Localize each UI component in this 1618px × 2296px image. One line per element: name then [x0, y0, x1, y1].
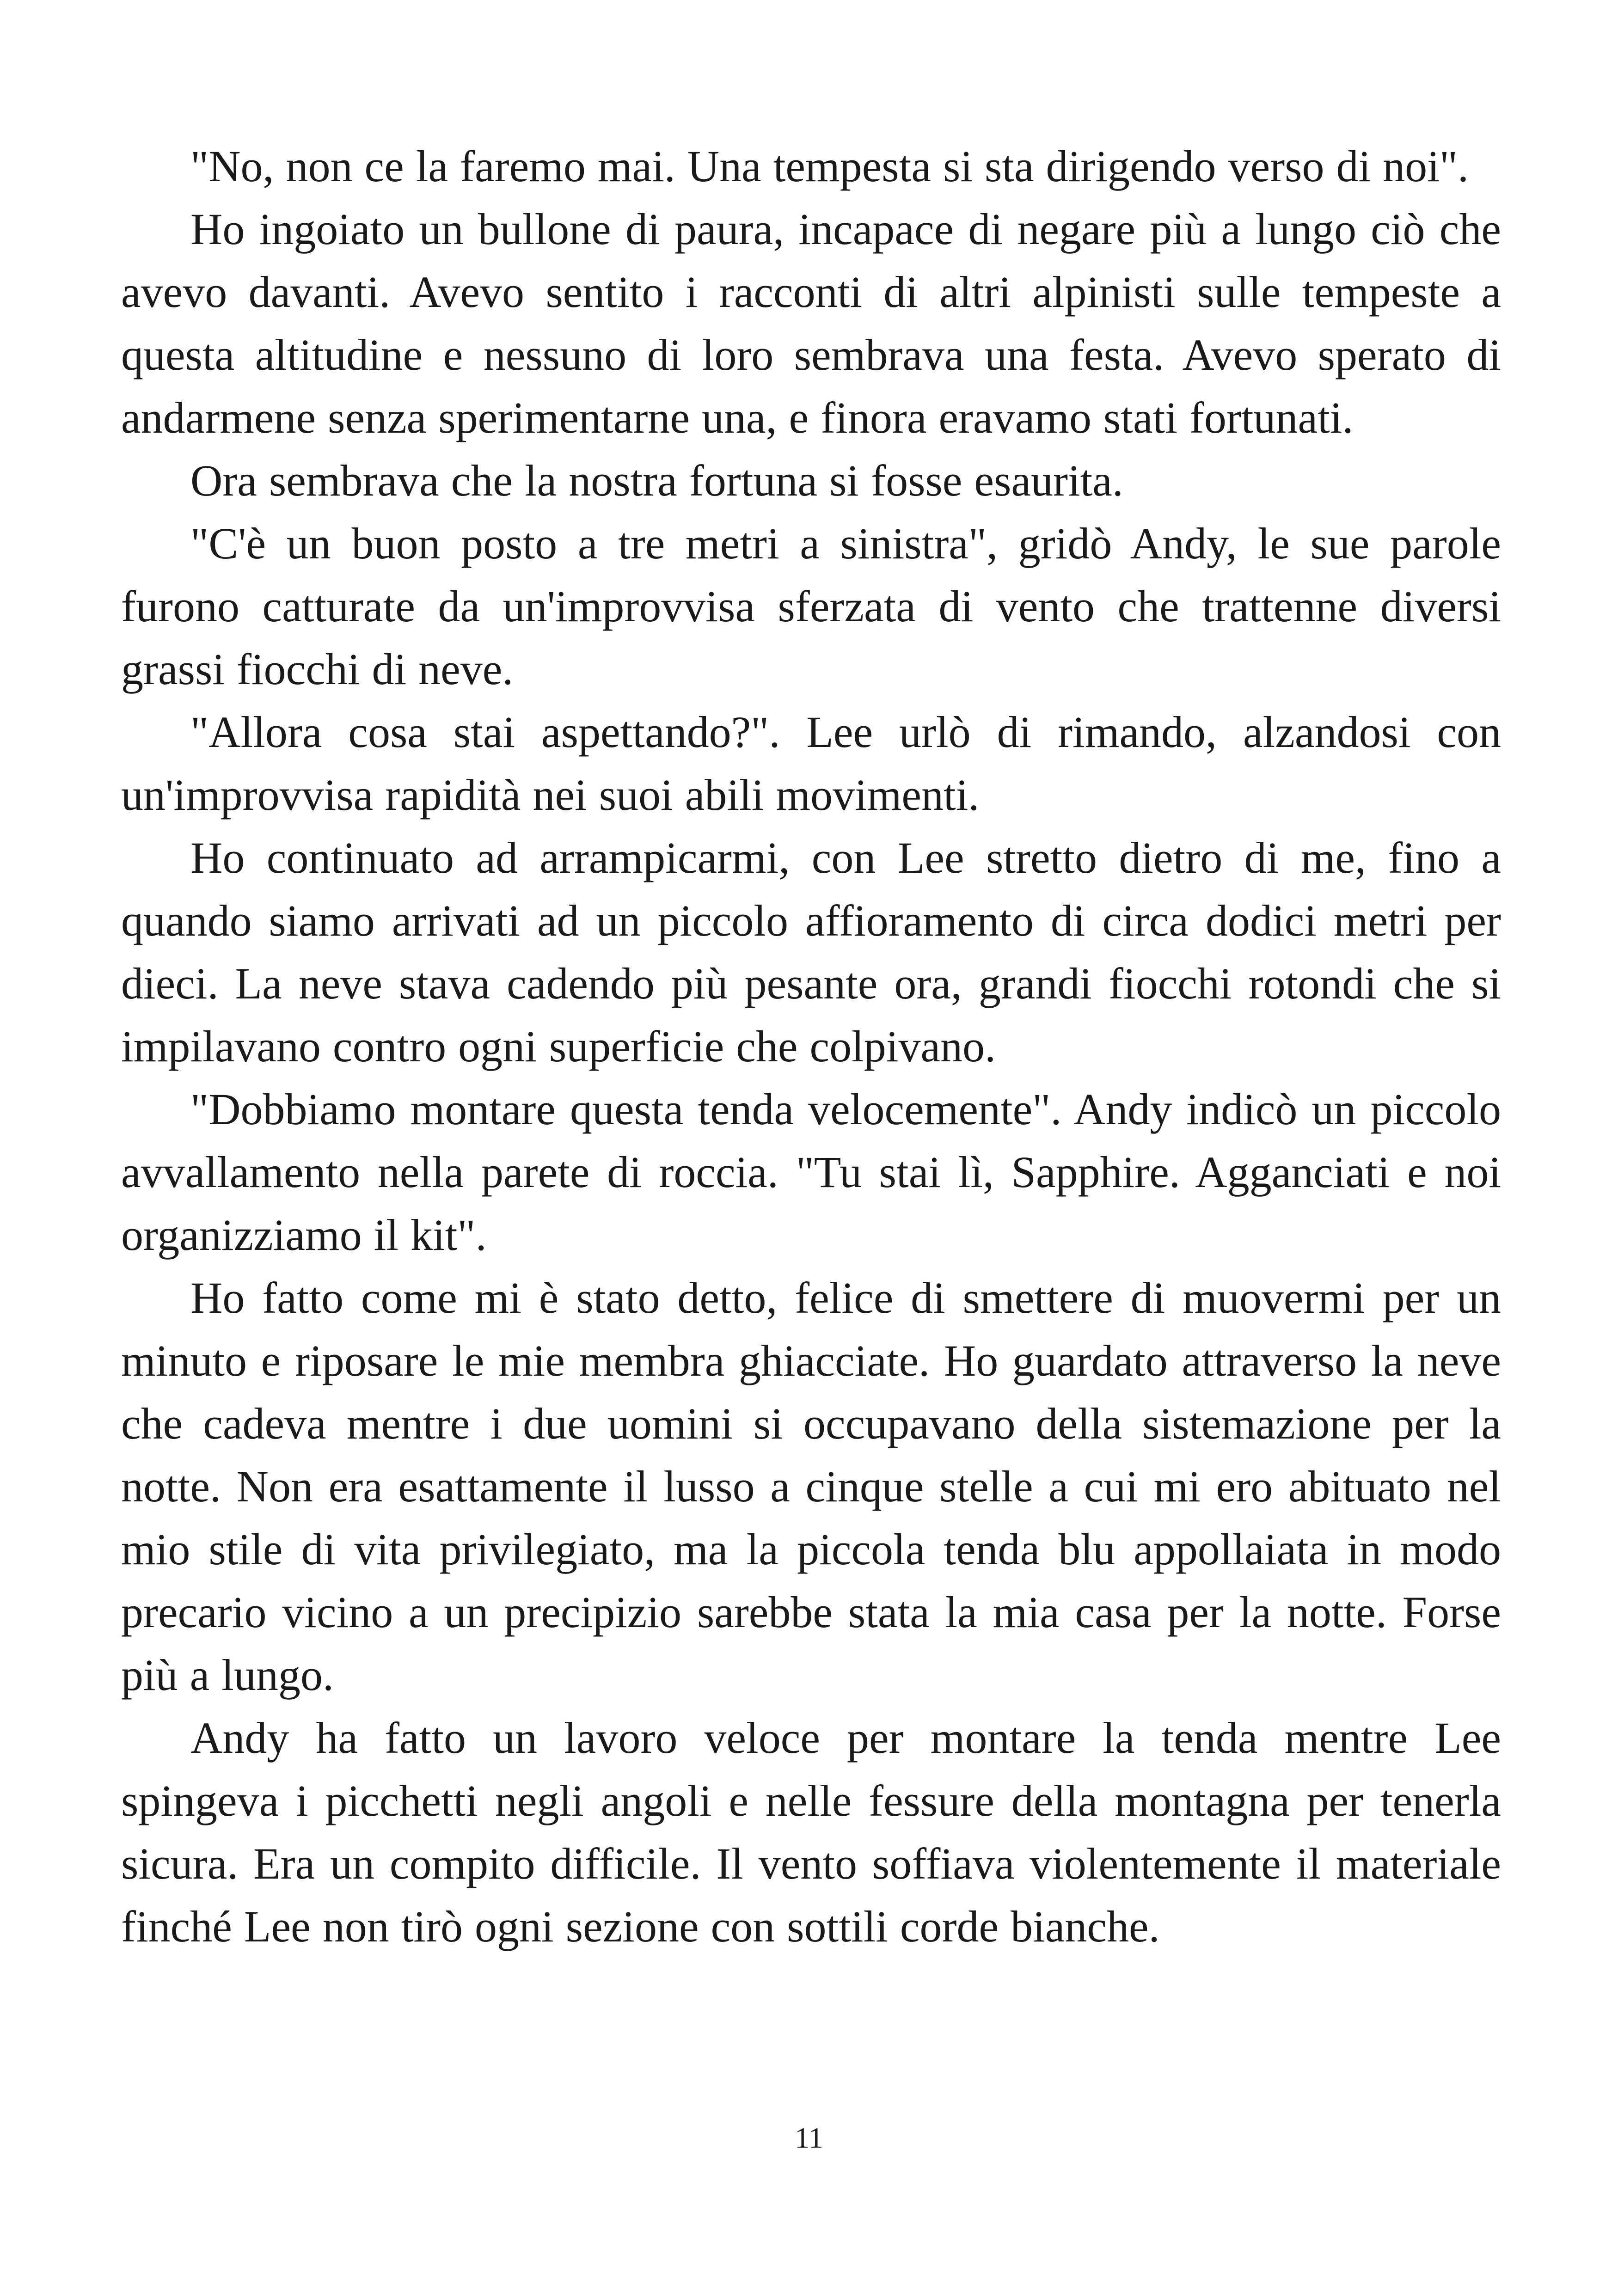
paragraph: "No, non ce la faremo mai. Una tempesta si sta dirigendo verso di noi". [190, 141, 1469, 191]
page-number: 11 [795, 2121, 823, 2154]
paragraph: Ho ingoiato un bullone di paura, incapace di negare più a lungo ciò che avevo davanti. Avevo sentito i racconti di altri alpinisti sulle tempeste a questa altitudine e nessuno di loro sembrava una festa. Avevo sperato di andarmene senza sperimentarne una, e finora eravamo stati fortunati. [121, 204, 1501, 442]
paragraph: "Allora cosa stai aspettando?". Lee urlò di rimando, alzandosi con un'improvvisa rapidità nei suoi abili movimenti. [121, 707, 1501, 820]
paragraph: Ora sembrava che la nostra fortuna si fosse esaurita. [190, 456, 1123, 505]
paragraph: Andy ha fatto un lavoro veloce per montare la tenda mentre Lee spingeva i picchetti negli angoli e nelle fessure della montagna per tenerla sicura. Era un compito difficile. Il vento soffiava violentemente il materiale finché Lee non tirò ogni sezione con sottili corde bianche. [121, 1713, 1501, 1951]
paragraph: Ho fatto come mi è stato detto, felice di smettere di muovermi per un minuto e riposare le mie membra ghiacciate. Ho guardato attraverso la neve che cadeva mentre i due uomini si occupavano della sistemazione per la notte. Non era esattamente il lusso a cinque stelle a cui mi ero abituato nel mio stile di vita privilegiato, ma la piccola tenda blu appollaiata in modo precario vicino a un precipizio sarebbe stata la mia casa per la notte. Forse più a lungo. [121, 1273, 1501, 1700]
paragraph: "C'è un buon posto a tre metri a sinistra", gridò Andy, le sue parole furono catturate da un'improvvisa sferzata di vento che trattenne diversi grassi fiocchi di neve. [121, 519, 1501, 694]
page-body [121, 135, 1501, 1958]
paragraph: Ho continuato ad arrampicarmi, con Lee stretto dietro di me, fino a quando siamo arrivati ad un piccolo affioramento di circa dodici metri per dieci. La neve stava cadendo più pesante ora, grandi fiocchi rotondi che si impilavano contro ogni superficie che colpivano. [121, 833, 1501, 1071]
paragraph: "Dobbiamo montare questa tenda velocemente". Andy indicò un piccolo avvallamento nella parete di roccia. "Tu stai lì, Sapphire. Agganciati e noi organizziamo il kit". [121, 1084, 1501, 1260]
